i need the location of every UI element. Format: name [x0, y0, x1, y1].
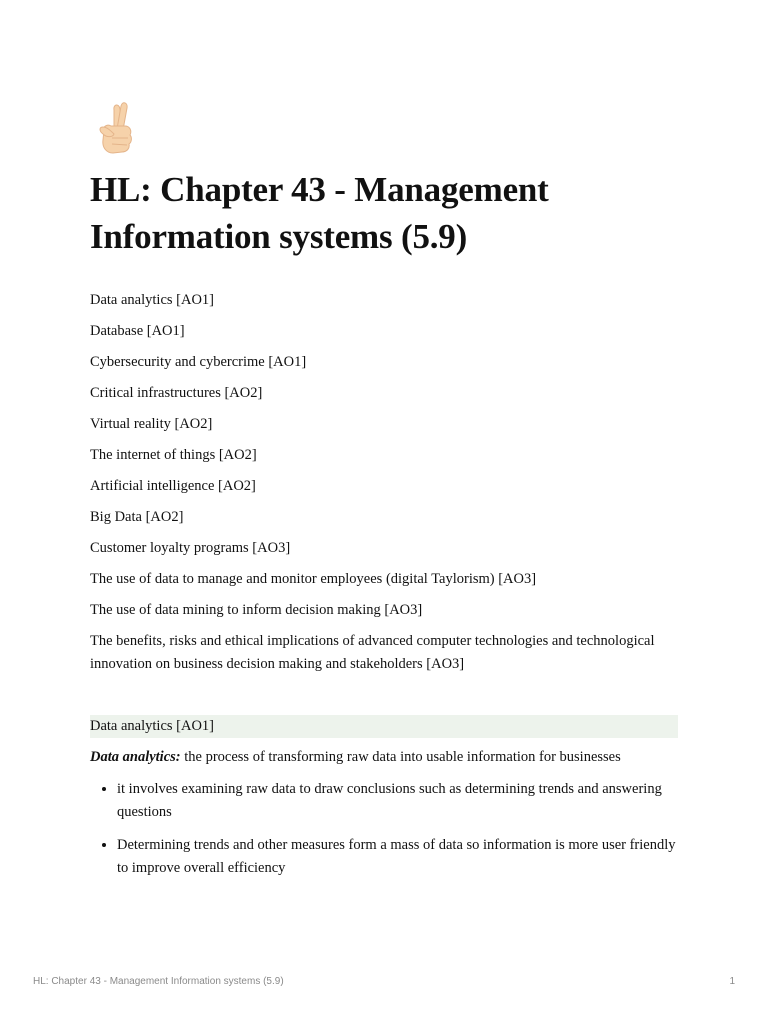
list-item: • Determining trends and other measures form a mass of data so information is more user friendly to improve overall efficiency	[117, 834, 677, 880]
page-number: 1	[729, 976, 735, 987]
definition-paragraph	[90, 746, 690, 769]
toc-item: Data analytics [AO1]	[90, 292, 215, 308]
toc-item: Critical infrastructures [AO2]	[90, 385, 263, 401]
list-item: • it involves examining raw data to draw conclusions such as determining trends and answering questions	[117, 778, 677, 824]
toc-item: Database [AO1]	[90, 323, 185, 339]
toc-item: The use of data to manage and monitor employees (digital Taylorism) [AO3]	[90, 571, 537, 587]
toc-item: Customer loyalty programs [AO3]	[90, 540, 291, 556]
toc-item: Big Data [AO2]	[90, 509, 184, 525]
page-title: HL: Chapter 43 - Management Information systems (5.9)	[90, 170, 549, 256]
bullet-list	[90, 778, 677, 890]
table-of-contents	[90, 289, 690, 684]
footer-title: HL: Chapter 43 - Management Information systems (5.9)	[33, 976, 284, 987]
toc-item: The use of data mining to inform decision making [AO3]	[90, 602, 423, 618]
definition-term: Data analytics:	[90, 749, 181, 765]
toc-item: Artificial intelligence [AO2]	[90, 478, 256, 494]
toc-item: The benefits, risks and ethical implications of advanced computer technologies and technological innovation on business decision making and stakeholders [AO3]	[90, 633, 655, 672]
toc-item: Cybersecurity and cybercrime [AO1]	[90, 354, 307, 370]
toc-item: Virtual reality [AO2]	[90, 416, 213, 432]
section-heading: Data analytics [AO1]	[90, 715, 678, 738]
toc-item: The internet of things [AO2]	[90, 447, 257, 463]
definition-text: the process of transforming raw data into usable information for businesses	[180, 749, 621, 765]
crossed-fingers-icon	[95, 100, 139, 158]
